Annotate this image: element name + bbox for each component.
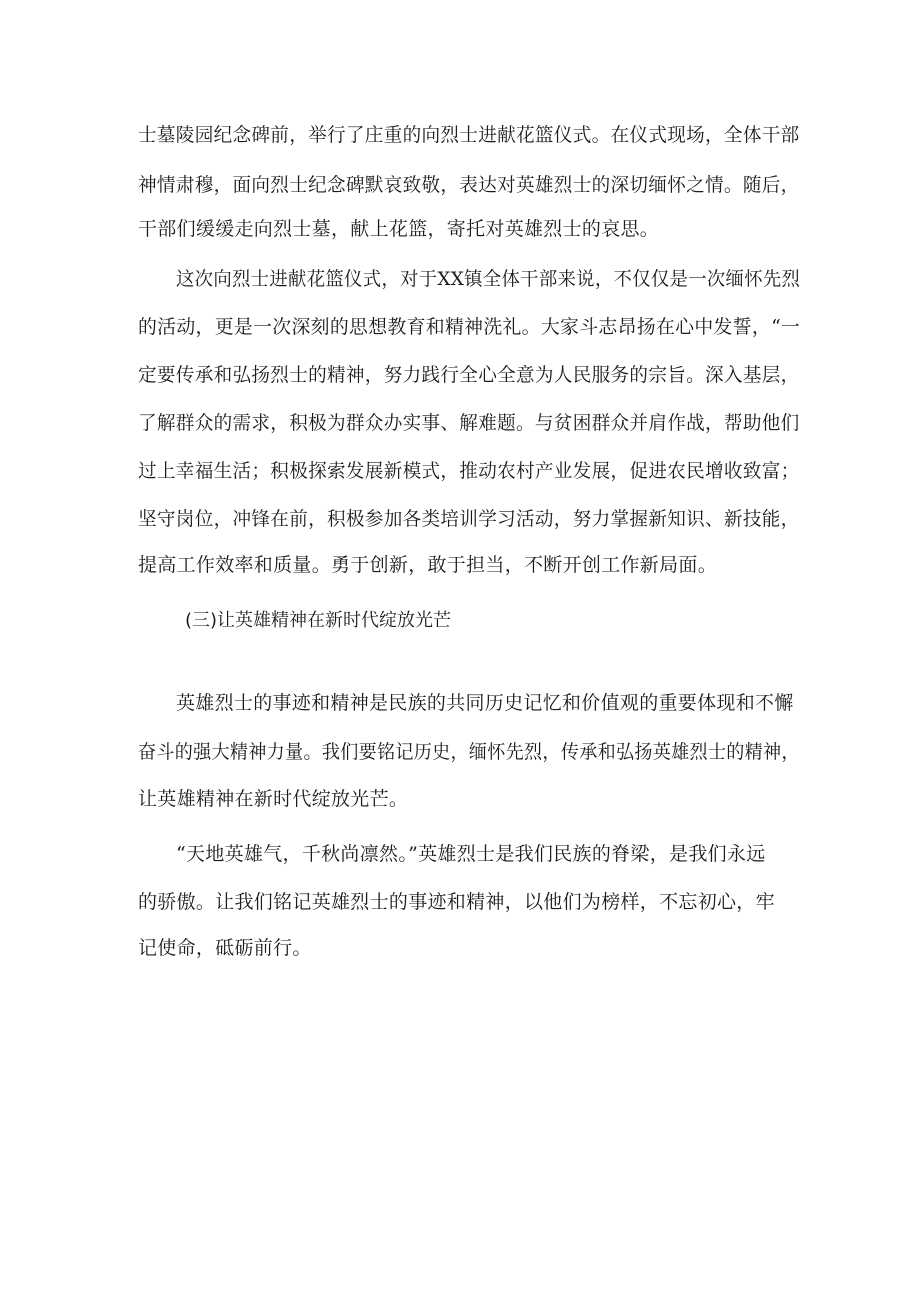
paragraph-4-line-1: “天地英雄气，千秋尚凛然。”英雄烈士是我们民族的脊梁，是我们永远	[176, 843, 766, 865]
paragraph-2-line-6: 坚守岗位，冲锋在前，积极参加各类培训学习活动，努力掌握新知识、新技能，	[138, 508, 800, 530]
paragraph-3-line-1: 英雄烈士的事迹和精神是民族的共同历史记忆和价值观的重要体现和不懈	[176, 692, 794, 714]
paragraph-2-line-7: 提高工作效率和质量。勇于创新，敢于担当，不断开创工作新局面。	[138, 554, 718, 576]
paragraph-1-line-1: 士墓陵园纪念碑前，举行了庄重的向烈士进献花篮仪式。在仪式现场，全体干部	[138, 124, 800, 146]
paragraph-2-line-3: 定要传承和弘扬烈士的精神，努力践行全心全意为人民服务的宗旨。深入基层，	[138, 364, 800, 386]
paragraph-3-line-2: 奋斗的强大精神力量。我们要铭记历史，缅怀先烈，传承和弘扬英雄烈士的精神，	[138, 741, 800, 763]
paragraph-2-line-2: 的活动，更是一次深刻的思想教育和精神洗礼。大家斗志昂扬在心中发誓，“一	[138, 316, 801, 338]
paragraph-1-line-3: 干部们缓缓走向烈士墓，献上花篮，寄托对英雄烈士的哀思。	[138, 218, 660, 240]
paragraph-1-line-2: 神情肃穆，面向烈士纪念碑默哀致敬，表达对英雄烈士的深切缅怀之情。随后，	[138, 174, 800, 196]
paragraph-4-line-2: 的骄傲。让我们铭记英雄烈士的事迹和精神，以他们为榜样，不忘初心，牢	[138, 891, 775, 913]
paragraph-2-line-1: 这次向烈士进献花篮仪式，对于XX镇全体干部来说，不仅仅是一次缅怀先烈	[176, 268, 801, 290]
paragraph-4-line-3: 记使命，砥砺前行。	[138, 937, 312, 959]
paragraph-2-line-4: 了解群众的需求，积极为群众办实事、解难题。与贫困群众并肩作战，帮助他们	[138, 412, 800, 434]
paragraph-2-line-5: 过上幸福生活；积极探索发展新模式，推动农村产业发展，促进农民增收致富；	[138, 460, 800, 482]
paragraph-3-line-3: 让英雄精神在新时代绽放光芒。	[138, 788, 409, 810]
section-heading: (三)让英雄精神在新时代绽放光芒	[185, 610, 452, 631]
